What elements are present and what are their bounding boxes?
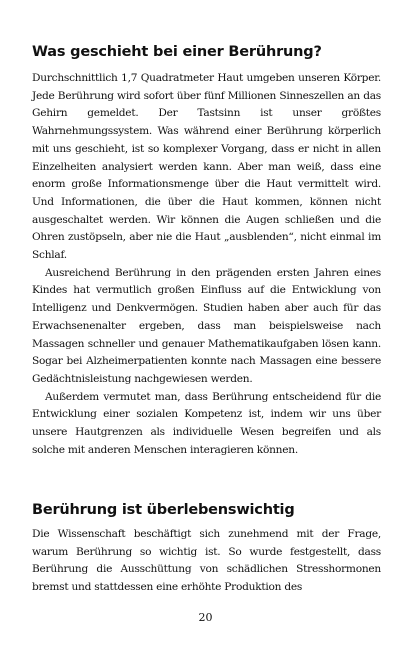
section-body-survival bbox=[32, 526, 381, 597]
page-number: 20 bbox=[198, 611, 213, 624]
paragraph: Durchschnittlich 1,7 Quadratmeter Haut umgeben unseren Körper. Jede Berührung wird sofort über fünf Millionen Sinneszellen an das Gehirn gemeldet. Der Tastsinn ist unser größtes Wahrnehmungssystem. Was während einer Berührung körperlich mit uns geschieht, ist so komplexer Vorgang, dass er nicht in allen Einzelheiten analysiert werden kann. Aber man weiß, dass eine enorm große Informationsmenge über die Haut vermittelt wird. Und Informationen, die über die Haut kommen, können nicht ausgeschaltet werden. Wir können die Augen schließen und die Ohren zustöpseln, aber nie die Haut „ausblenden“, nicht einmal im Schlaf. bbox=[32, 72, 381, 262]
paragraph: Ausreichend Berührung in den prägenden ersten Jahren eines Kindes hat vermutlich großen Einfluss auf die Entwicklung von Intelligenz und Denkvermögen. Studien haben aber auch für das Erwachsenenalter ergeben, dass man beispielsweise nach Massagen schneller und genauer Mathematikaufgaben lösen kann. Sogar bei Alzheimerpatienten konnte nach Massagen eine bessere Gedächtnisleistung nachgewiesen werden. bbox=[32, 266, 381, 385]
paragraph: Die Wissenschaft beschäftigt sich zunehmend mit der Frage, warum Berührung so wichtig ist. So wurde festgestellt, dass Berührung die Ausschüttung von schädlichen Stresshormonen bremst und stattdessen eine erhöhte Produktion des bbox=[32, 528, 381, 594]
section-heading-touch: Was geschieht bei einer Berührung? bbox=[32, 44, 322, 60]
section-body-touch bbox=[32, 70, 381, 459]
paragraph: Außerdem vermutet man, dass Berührung entscheidend für die Entwicklung einer sozialen Kompetenz ist, indem wir uns über unsere Hautgrenzen als individuelle Wesen begreifen und als solche mit anderen Menschen interagieren können. bbox=[32, 390, 381, 456]
section-heading-survival: Berührung ist überlebenswichtig bbox=[32, 502, 295, 518]
